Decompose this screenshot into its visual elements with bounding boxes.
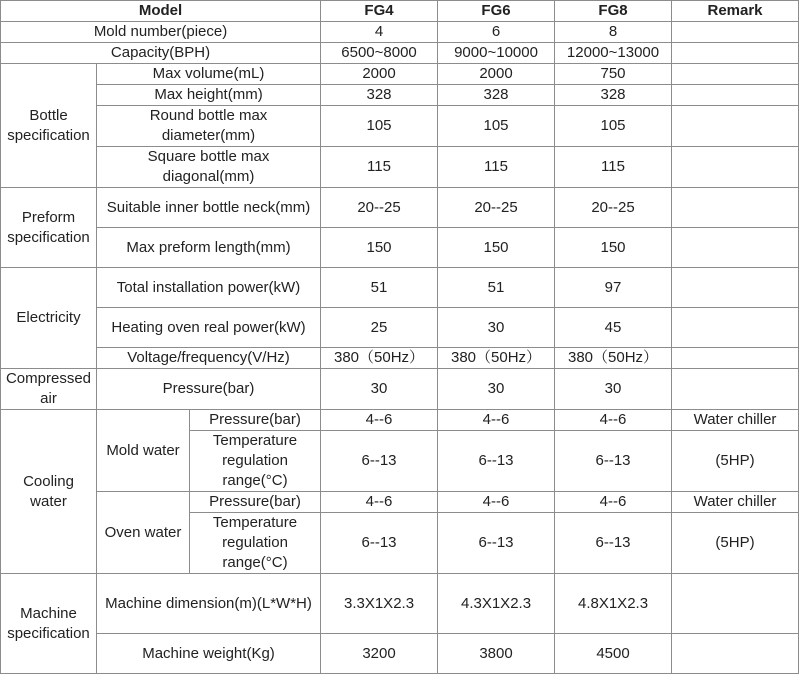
cell-remark [672, 228, 799, 268]
cell-remark: (5HP) [672, 513, 799, 574]
cell-remark: Water chiller [672, 410, 799, 431]
cell-value: 4 [321, 22, 438, 43]
cell-value: 4--6 [321, 492, 438, 513]
cell-value: 51 [321, 268, 438, 308]
cell-value: 3800 [438, 634, 555, 674]
cell-value: 4500 [555, 634, 672, 674]
cell-remark [672, 634, 799, 674]
sub-label-oven-water: Oven water [97, 492, 190, 574]
cell-value: 150 [321, 228, 438, 268]
table-row [1, 348, 799, 369]
cell-value: 380（50Hz） [321, 348, 438, 369]
group-label-air: Compressed air [1, 369, 97, 410]
cell-value: 115 [438, 147, 555, 188]
table-row [1, 147, 799, 188]
header-row [1, 1, 799, 22]
group-label-electricity: Electricity [1, 268, 97, 369]
cell-remark [672, 43, 799, 64]
row-label: Machine dimension(m)(L*W*H) [97, 574, 321, 634]
table-row [1, 369, 799, 410]
cell-remark [672, 64, 799, 85]
table-row [1, 228, 799, 268]
cell-value: 30 [438, 308, 555, 348]
cell-remark [672, 574, 799, 634]
row-label: Max volume(mL) [97, 64, 321, 85]
table-row [1, 634, 799, 674]
cell-remark: Water chiller [672, 492, 799, 513]
cell-value: 115 [321, 147, 438, 188]
cell-value: 30 [438, 369, 555, 410]
header-fg8: FG8 [555, 1, 672, 22]
cell-value: 3200 [321, 634, 438, 674]
cell-value: 9000~10000 [438, 43, 555, 64]
table-row [1, 574, 799, 634]
cell-value: 20--25 [438, 188, 555, 228]
cell-value: 4--6 [438, 492, 555, 513]
cell-remark [672, 268, 799, 308]
cell-value: 105 [438, 106, 555, 147]
cell-value: 8 [555, 22, 672, 43]
cell-value: 115 [555, 147, 672, 188]
cell-remark [672, 348, 799, 369]
cell-value: 6--13 [321, 513, 438, 574]
sub-label-mold-water: Mold water [97, 410, 190, 492]
table-row [1, 85, 799, 106]
cell-remark [672, 188, 799, 228]
cell-value: 6--13 [438, 431, 555, 492]
row-label: Suitable inner bottle neck(mm) [97, 188, 321, 228]
cell-value: 4--6 [321, 410, 438, 431]
cell-value: 25 [321, 308, 438, 348]
cell-value: 4--6 [555, 492, 672, 513]
cell-value: 105 [321, 106, 438, 147]
table-row [1, 106, 799, 147]
header-model: Model [1, 1, 321, 22]
cell-value: 328 [555, 85, 672, 106]
cell-remark [672, 22, 799, 43]
row-label: Machine weight(Kg) [97, 634, 321, 674]
cell-remark [672, 85, 799, 106]
cell-remark [672, 369, 799, 410]
cell-value: 380（50Hz） [555, 348, 672, 369]
cell-value: 4.8X1X2.3 [555, 574, 672, 634]
cell-value: 105 [555, 106, 672, 147]
row-label: Pressure(bar) [97, 369, 321, 410]
row-label: Max height(mm) [97, 85, 321, 106]
cell-value: 20--25 [321, 188, 438, 228]
cell-value: 3.3X1X2.3 [321, 574, 438, 634]
row-label: Mold number(piece) [1, 22, 321, 43]
cell-value: 4--6 [555, 410, 672, 431]
group-label-machine: Machine specification [1, 574, 97, 674]
table-row [1, 268, 799, 308]
table-row [1, 43, 799, 64]
table-row [1, 188, 799, 228]
cell-value: 4--6 [438, 410, 555, 431]
cell-value: 6500~8000 [321, 43, 438, 64]
table-row [1, 492, 799, 513]
group-label-bottle: Bottle specification [1, 64, 97, 188]
row-label: Heating oven real power(kW) [97, 308, 321, 348]
cell-value: 6--13 [321, 431, 438, 492]
header-fg4: FG4 [321, 1, 438, 22]
row-label: Temperature regulation range(°C) [190, 513, 321, 574]
header-remark: Remark [672, 1, 799, 22]
cell-value: 750 [555, 64, 672, 85]
group-label-cooling: Cooling water [1, 410, 97, 574]
cell-value: 2000 [438, 64, 555, 85]
cell-value: 6--13 [438, 513, 555, 574]
cell-value: 328 [438, 85, 555, 106]
row-label: Temperature regulation range(°C) [190, 431, 321, 492]
cell-value: 45 [555, 308, 672, 348]
cell-value: 150 [555, 228, 672, 268]
header-fg6: FG6 [438, 1, 555, 22]
cell-remark [672, 147, 799, 188]
cell-value: 150 [438, 228, 555, 268]
cell-value: 20--25 [555, 188, 672, 228]
row-label: Square bottle max diagonal(mm) [97, 147, 321, 188]
row-label: Total installation power(kW) [97, 268, 321, 308]
cell-value: 4.3X1X2.3 [438, 574, 555, 634]
table-row [1, 22, 799, 43]
cell-value: 12000~13000 [555, 43, 672, 64]
cell-value: 30 [555, 369, 672, 410]
row-label: Max preform length(mm) [97, 228, 321, 268]
row-label: Capacity(BPH) [1, 43, 321, 64]
cell-remark [672, 308, 799, 348]
row-label: Pressure(bar) [190, 492, 321, 513]
cell-value: 30 [321, 369, 438, 410]
row-label: Voltage/frequency(V/Hz) [97, 348, 321, 369]
cell-value: 2000 [321, 64, 438, 85]
cell-value: 6 [438, 22, 555, 43]
cell-value: 380（50Hz） [438, 348, 555, 369]
row-label: Pressure(bar) [190, 410, 321, 431]
cell-remark: (5HP) [672, 431, 799, 492]
cell-value: 6--13 [555, 431, 672, 492]
table-row [1, 64, 799, 85]
cell-value: 328 [321, 85, 438, 106]
group-label-preform: Preform specification [1, 188, 97, 268]
cell-value: 51 [438, 268, 555, 308]
table-row [1, 410, 799, 431]
cell-value: 97 [555, 268, 672, 308]
cell-remark [672, 106, 799, 147]
row-label: Round bottle max diameter(mm) [97, 106, 321, 147]
cell-value: 6--13 [555, 513, 672, 574]
table-row [1, 308, 799, 348]
